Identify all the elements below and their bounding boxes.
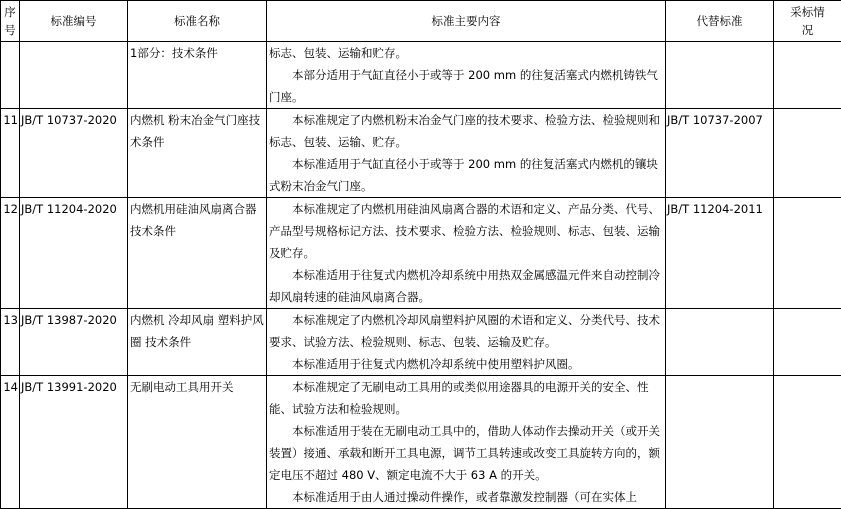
content-paragraph: 本标准规定了内燃机粉末冶金气门座的技术要求、检验方法、检验规则和标志、包装、运输、贮存。 (269, 109, 663, 153)
content-paragraph: 本标准规定了无刷电动工具用的或类似用途器具的电源开关的安全、性能、试验方法和检验规则。 (269, 376, 663, 420)
row-name: 1部分：技术条件 (128, 42, 267, 109)
row-seq: 12 (1, 198, 20, 309)
row-seq: 13 (1, 309, 20, 376)
content-paragraph: 标志、包装、运输和贮存。 (269, 42, 663, 64)
content-paragraph: 本标准适用于往复式内燃机冷却系统中使用塑料护风圈。 (269, 353, 663, 375)
row-seq (1, 42, 20, 109)
content-paragraph: 本标准适用于由人通过操动件操作，或者靠激发控制器（可在实体上 (269, 486, 663, 508)
header-seq: 序号 (1, 1, 20, 42)
content-paragraph: 本标准适用于气缸直径小于或等于 200 mm 的往复活塞式内燃机的镶块式粉末冶金气门座。 (269, 153, 663, 197)
row-replaces (666, 42, 774, 109)
row-content (267, 109, 666, 198)
content-paragraph: 本标准适用于装在无刷电动工具中的，借助人体动作去操动开关（或开关装置）接通、承载和断开工具电源，调节工具转速或改变工具旋转方向的，额定电压不超过 480 V、额定电流不大于 63 A 的开关。 (269, 420, 663, 486)
row-adopted (774, 309, 841, 376)
row-name: 内燃机 冷却风扇 塑料护风圈 技术条件 (128, 309, 267, 376)
row-code (20, 42, 128, 109)
row-replaces: JB/T 10737-2007 (666, 109, 774, 198)
row-adopted (774, 198, 841, 309)
table-row (1, 109, 841, 198)
table-row (1, 376, 841, 509)
row-code: JB/T 13991-2020 (20, 376, 128, 509)
content-paragraph: 本部分适用于气缸直径小于或等于 200 mm 的往复活塞式内燃机铸铁气门座。 (269, 64, 663, 108)
header-row (1, 1, 841, 42)
header-replaces: 代替标准 (666, 1, 774, 42)
row-replaces: JB/T 11204-2011 (666, 198, 774, 309)
row-content (267, 42, 666, 109)
table-row (1, 198, 841, 309)
row-code: JB/T 13987-2020 (20, 309, 128, 376)
row-content (267, 309, 666, 376)
content-paragraph: 本标准规定了内燃机用硅油风扇离合器的术语和定义、产品分类、代号、产品型号规格标记方法、技术要求、检验方法、检验规则、标志、包装、运输及贮存。 (269, 198, 663, 264)
row-adopted (774, 109, 841, 198)
row-content (267, 198, 666, 309)
row-name: 内燃机用硅油风扇离合器技术条件 (128, 198, 267, 309)
header-code: 标准编号 (20, 1, 128, 42)
row-code: JB/T 10737-2020 (20, 109, 128, 198)
content-paragraph: 本标准适用于往复式内燃机冷却系统中用热双金属感温元件来自动控制冷却风扇转速的硅油风扇离合器。 (269, 264, 663, 308)
content-paragraph: 本标准规定了内燃机冷却风扇塑料护风圈的术语和定义、分类代号、技术要求、试验方法、检验规则、标志、包装、运输及贮存。 (269, 309, 663, 353)
row-replaces (666, 376, 774, 509)
row-seq: 14 (1, 376, 20, 509)
table-row (1, 309, 841, 376)
row-content (267, 376, 666, 509)
header-content: 标准主要内容 (267, 1, 666, 42)
row-seq: 11 (1, 109, 20, 198)
row-name: 内燃机 粉末冶金气门座技术条件 (128, 109, 267, 198)
row-code: JB/T 11204-2020 (20, 198, 128, 309)
row-adopted (774, 376, 841, 509)
header-name: 标准名称 (128, 1, 267, 42)
table-row (1, 42, 841, 109)
row-adopted (774, 42, 841, 109)
header-adopted: 采标情况 (774, 1, 841, 42)
row-name: 无刷电动工具用开关 (128, 376, 267, 509)
row-replaces (666, 309, 774, 376)
